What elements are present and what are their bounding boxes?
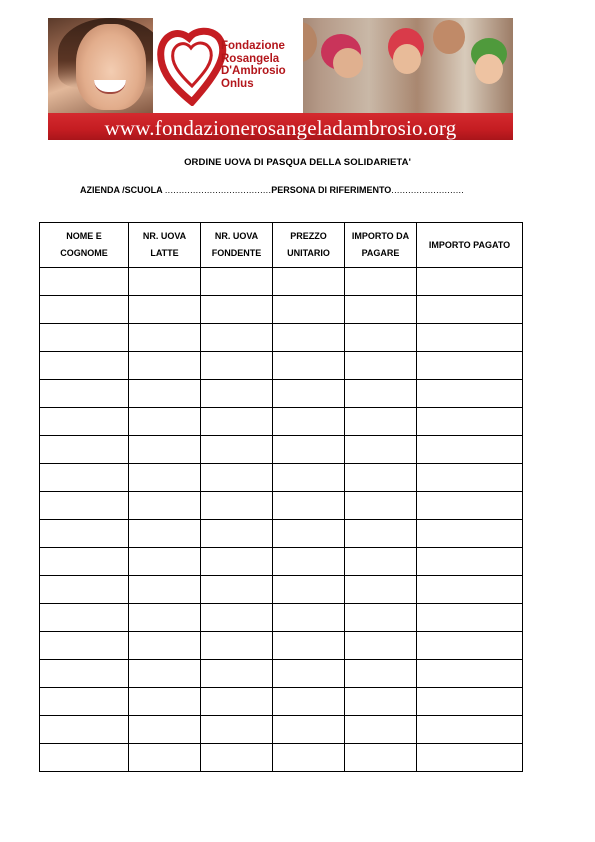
order-table	[39, 222, 523, 772]
table-cell[interactable]	[40, 436, 129, 464]
table-row	[40, 268, 523, 296]
table-cell[interactable]	[417, 352, 523, 380]
table-cell[interactable]	[273, 436, 345, 464]
table-cell[interactable]	[129, 632, 201, 660]
table-cell[interactable]	[40, 688, 129, 716]
table-cell[interactable]	[273, 688, 345, 716]
table-row	[40, 324, 523, 352]
table-row	[40, 436, 523, 464]
table-cell[interactable]	[201, 548, 273, 576]
table-cell[interactable]	[201, 296, 273, 324]
table-cell[interactable]	[201, 576, 273, 604]
table-cell[interactable]	[201, 352, 273, 380]
table-cell[interactable]	[345, 604, 417, 632]
header-uova-fondente: NR. UOVA FONDENTE	[201, 223, 273, 268]
table-cell[interactable]	[273, 352, 345, 380]
table-cell[interactable]	[40, 464, 129, 492]
table-cell[interactable]	[417, 380, 523, 408]
table-cell[interactable]	[201, 688, 273, 716]
table-cell[interactable]	[417, 604, 523, 632]
table-row	[40, 660, 523, 688]
header-prezzo-unitario: PREZZO UNITARIO	[273, 223, 345, 268]
table-cell[interactable]	[201, 660, 273, 688]
table-cell[interactable]	[40, 408, 129, 436]
table-cell[interactable]	[40, 380, 129, 408]
header-uova-latte: NR. UOVA LATTE	[129, 223, 201, 268]
table-cell[interactable]	[273, 716, 345, 744]
table-cell[interactable]	[345, 436, 417, 464]
table-cell[interactable]	[345, 352, 417, 380]
foundation-logo	[153, 18, 303, 113]
table-row	[40, 632, 523, 660]
logo-text: Fondazione Rosangela D'Ambrosio Onlus	[221, 40, 286, 90]
table-cell[interactable]	[201, 604, 273, 632]
table-cell[interactable]	[273, 492, 345, 520]
header-banner	[48, 18, 513, 140]
document-title: ORDINE UOVA DI PASQUA DELLA SOLIDARIETA'	[184, 157, 411, 168]
table-cell[interactable]	[417, 492, 523, 520]
table-cell[interactable]	[40, 632, 129, 660]
table-cell[interactable]	[417, 548, 523, 576]
table-cell[interactable]	[201, 408, 273, 436]
table-cell[interactable]	[129, 548, 201, 576]
table-cell[interactable]	[40, 548, 129, 576]
table-header-row	[40, 223, 523, 268]
table-cell[interactable]	[201, 632, 273, 660]
table-cell[interactable]	[345, 380, 417, 408]
table-cell[interactable]	[273, 408, 345, 436]
table-cell[interactable]	[201, 520, 273, 548]
table-row	[40, 744, 523, 772]
table-cell[interactable]	[40, 576, 129, 604]
portrait-photo	[48, 18, 168, 113]
table-cell[interactable]	[40, 744, 129, 772]
table-cell[interactable]	[201, 380, 273, 408]
table-cell[interactable]	[129, 604, 201, 632]
contact-fill-line[interactable]: ..........................	[391, 185, 465, 195]
table-row	[40, 520, 523, 548]
table-cell[interactable]	[417, 436, 523, 464]
table-cell[interactable]	[417, 744, 523, 772]
table-cell[interactable]	[345, 492, 417, 520]
table-cell[interactable]	[40, 268, 129, 296]
table-cell[interactable]	[129, 352, 201, 380]
table-cell[interactable]	[417, 464, 523, 492]
table-cell[interactable]	[129, 492, 201, 520]
table-cell[interactable]	[273, 520, 345, 548]
table-cell[interactable]	[273, 464, 345, 492]
table-cell[interactable]	[417, 576, 523, 604]
table-cell[interactable]	[129, 296, 201, 324]
table-cell[interactable]	[273, 660, 345, 688]
table-cell[interactable]	[345, 520, 417, 548]
table-cell[interactable]	[129, 716, 201, 744]
table-cell[interactable]	[345, 324, 417, 352]
header-importo-pagato: IMPORTO PAGATO	[417, 223, 523, 268]
table-cell[interactable]	[273, 632, 345, 660]
table-cell[interactable]	[201, 464, 273, 492]
table-row	[40, 604, 523, 632]
table-cell[interactable]	[129, 268, 201, 296]
table-cell[interactable]	[40, 492, 129, 520]
form-fields	[80, 185, 540, 195]
table-cell[interactable]	[273, 380, 345, 408]
table-cell[interactable]	[129, 464, 201, 492]
contact-label: PERSONA DI RIFERIMENTO	[271, 185, 392, 195]
table-cell[interactable]	[417, 660, 523, 688]
table-cell[interactable]	[40, 660, 129, 688]
table-row	[40, 352, 523, 380]
table-cell[interactable]	[417, 632, 523, 660]
company-fill-line[interactable]: ......................................	[164, 185, 272, 195]
table-cell[interactable]	[345, 744, 417, 772]
table-cell[interactable]	[273, 744, 345, 772]
table-cell[interactable]	[417, 408, 523, 436]
table-row	[40, 492, 523, 520]
table-cell[interactable]	[129, 744, 201, 772]
table-cell[interactable]	[40, 716, 129, 744]
table-cell[interactable]	[201, 324, 273, 352]
table-cell[interactable]	[345, 688, 417, 716]
table-cell[interactable]	[201, 744, 273, 772]
table-cell[interactable]	[345, 268, 417, 296]
table-row	[40, 576, 523, 604]
table-cell[interactable]	[417, 296, 523, 324]
table-cell[interactable]	[40, 352, 129, 380]
table-cell[interactable]	[129, 408, 201, 436]
table-cell[interactable]	[201, 492, 273, 520]
table-cell[interactable]	[417, 268, 523, 296]
table-cell[interactable]	[345, 632, 417, 660]
table-cell[interactable]	[129, 688, 201, 716]
table-cell[interactable]	[40, 324, 129, 352]
table-cell[interactable]	[273, 576, 345, 604]
header-nome-cognome: NOME E COGNOME	[40, 223, 129, 268]
table-cell[interactable]	[417, 520, 523, 548]
table-cell[interactable]	[273, 296, 345, 324]
table-row	[40, 688, 523, 716]
table-cell[interactable]	[201, 268, 273, 296]
table-cell[interactable]	[345, 408, 417, 436]
table-row	[40, 464, 523, 492]
table-cell[interactable]	[345, 716, 417, 744]
table-row	[40, 548, 523, 576]
table-cell[interactable]	[417, 716, 523, 744]
table-row	[40, 296, 523, 324]
table-cell[interactable]	[201, 716, 273, 744]
table-cell[interactable]	[40, 604, 129, 632]
table-cell[interactable]	[345, 548, 417, 576]
table-cell[interactable]	[129, 436, 201, 464]
table-cell[interactable]	[129, 660, 201, 688]
table-cell[interactable]	[417, 688, 523, 716]
table-cell[interactable]	[345, 296, 417, 324]
table-cell[interactable]	[40, 520, 129, 548]
table-row	[40, 716, 523, 744]
header-importo-da-pagare: IMPORTO DA PAGARE	[345, 223, 417, 268]
table-cell[interactable]	[273, 324, 345, 352]
company-label: AZIENDA /SCUOLA	[80, 185, 163, 195]
table-cell[interactable]	[40, 296, 129, 324]
table-cell[interactable]	[273, 268, 345, 296]
table-cell[interactable]	[273, 604, 345, 632]
table-cell[interactable]	[345, 660, 417, 688]
table-row	[40, 380, 523, 408]
table-cell[interactable]	[417, 324, 523, 352]
table-cell[interactable]	[129, 380, 201, 408]
website-url: www.fondazionerosangeladambrosio.org	[104, 116, 457, 140]
table-row	[40, 408, 523, 436]
table-cell[interactable]	[273, 548, 345, 576]
table-cell[interactable]	[129, 324, 201, 352]
table-cell[interactable]	[345, 576, 417, 604]
heart-logo-icon	[157, 24, 227, 106]
table-cell[interactable]	[345, 464, 417, 492]
table-cell[interactable]	[201, 436, 273, 464]
table-cell[interactable]	[129, 520, 201, 548]
table-cell[interactable]	[129, 576, 201, 604]
children-photo	[273, 18, 513, 113]
